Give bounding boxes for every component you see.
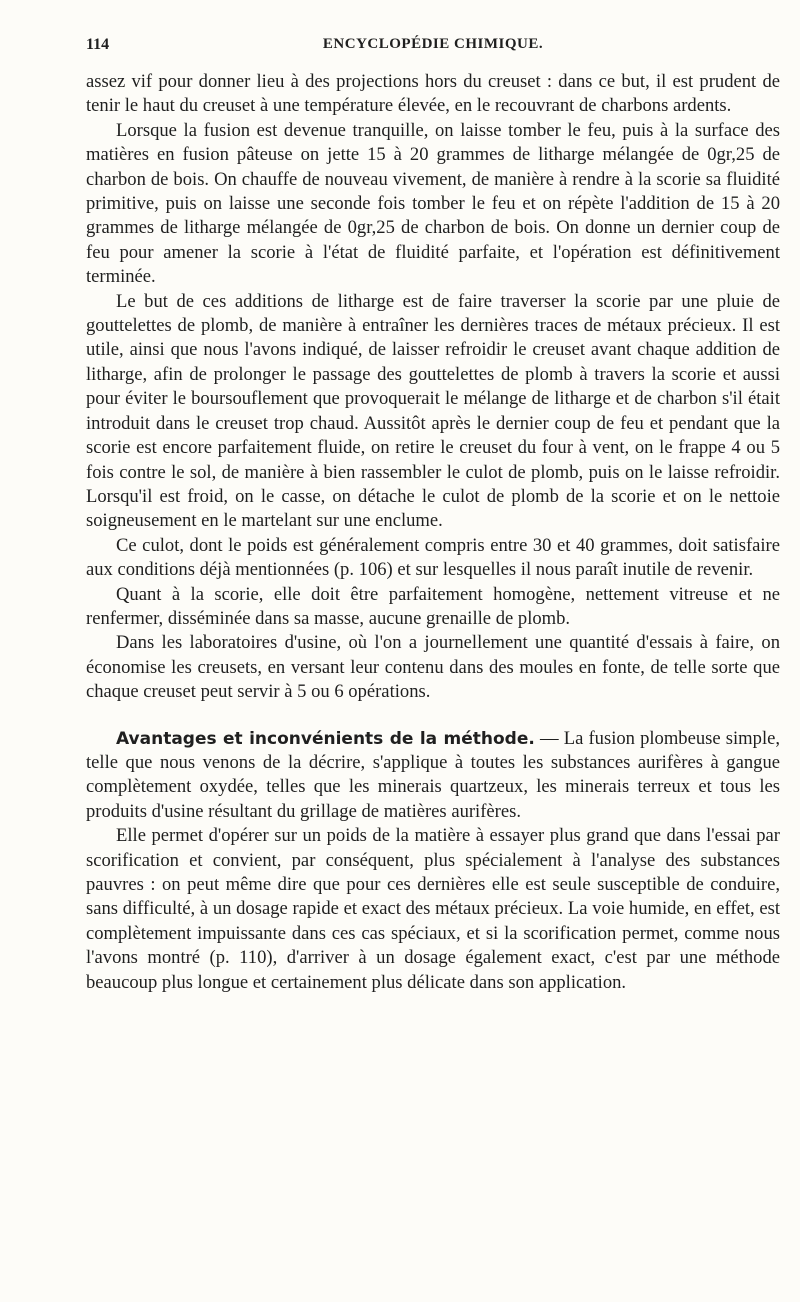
page-number: 114: [86, 36, 110, 53]
paragraph-litharge: Le but de ces additions de litharge est de faire traverser la scorie par une pluie de gouttelettes de plomb, de manière à entraîner les dernières traces de métaux précieux. Il est utile, ainsi que nous l'avons indiqué, de laisser refroidir le creuset avant chaque addition de litharge, afin de prolonger le passage des gouttelettes de plomb à travers la scorie et aussi pour éviter le boursouflement que provoquerait le mélange de litharge et de charbon s'il était introduit dans le creuset trop chaud. Aussitôt après le dernier coup de feu et pendant que la scorie est encore parfaitement fluide, on retire le creuset du four à vent, on le frappe 4 ou 5 fois contre le sol, de manière à bien rassembler le culot de plomb, puis on le laisse refroidir. Lorsqu'il est froid, on le casse, on détache le culot de plomb de la scorie et on le nettoie soigneusement en le martelant sur une enclume.: [86, 290, 780, 532]
section-paragraph: [86, 727, 780, 825]
paragraph-culot: Ce culot, dont le poids est généralement compris entre 30 et 40 grammes, doit satisfaire aux conditions déjà mentionnées (p. 106) et sur lesquelles il nous paraît inutile de revenir.: [86, 534, 780, 581]
body-text: [86, 70, 780, 995]
section-dash: —: [534, 727, 564, 749]
paragraph-avantages: Elle permet d'opérer sur un poids de la matière à essayer plus grand que dans l'essai par scorification et convient, par conséquent, plus spécialement à l'analyse des substances pauvres : on peut même dire que pour ces dernières elle est seule susceptible de conduire, sans difficulté, à un dosage rapide et exact des métaux précieux. La voie humide, en effet, est complètement impuissante dans ces cas spéciaux, et si la scorification permet, comme nous l'avons montré (p. 110), d'arriver à un dosage également exact, c'est par une méthode beaucoup plus longue et certainement plus délicate dans son application.: [86, 825, 780, 993]
paragraph-continuation: assez vif pour donner lieu à des projections hors du creuset : dans ce but, il est prudent de tenir le haut du creuset à une température élevée, en le recouvrant de charbons ardents.: [86, 71, 780, 117]
paragraph-laboratoires: Dans les laboratoires d'usine, où l'on a journellement une quantité d'essais à faire, on économise les creusets, en versant leur contenu dans des moules en fonte, de telle sorte que chaque creuset peut servir à 5 ou 6 opérations.: [86, 632, 780, 703]
section-lead-text: La fusion plombeuse simple, telle que nous venons de la décrire, s'applique à toutes les substances aurifères à gangue complètement oxydée, telles que les minerais quartzeux, les minerais terreux et tous les produits d'usine résultant du grillage de matières aurifères.: [86, 727, 781, 822]
running-head: ENCYCLOPÉDIE CHIMIQUE.: [322, 36, 544, 52]
page-header: [86, 36, 780, 60]
section-spacer: [86, 705, 780, 727]
paragraph-scorie: Quant à la scorie, elle doit être parfaitement homogène, nettement vitreuse et ne renfermer, disséminée dans sa masse, aucune grenaille de plomb.: [86, 583, 780, 629]
section-heading: Avantages et inconvénients de la méthode.: [116, 728, 535, 749]
paragraph-fusion: Lorsque la fusion est devenue tranquille, on laisse tomber le feu, puis à la surface des matières en fusion pâteuse on jette 15 à 20 grammes de litharge mélangée de 0gr,25 de charbon de bois. On chauffe de nouveau vivement, de manière à rendre à la scorie sa fluidité primitive, puis on laisse une seconde fois tomber le feu et on répète l'addition de 15 à 20 grammes de litharge mélangée de 0gr,25 de charbon de bois. On donne un dernier coup de feu pour amener la scorie à l'état de fluidité parfaite, et l'opération est définitivement terminée.: [86, 119, 780, 288]
book-page: [86, 36, 780, 995]
